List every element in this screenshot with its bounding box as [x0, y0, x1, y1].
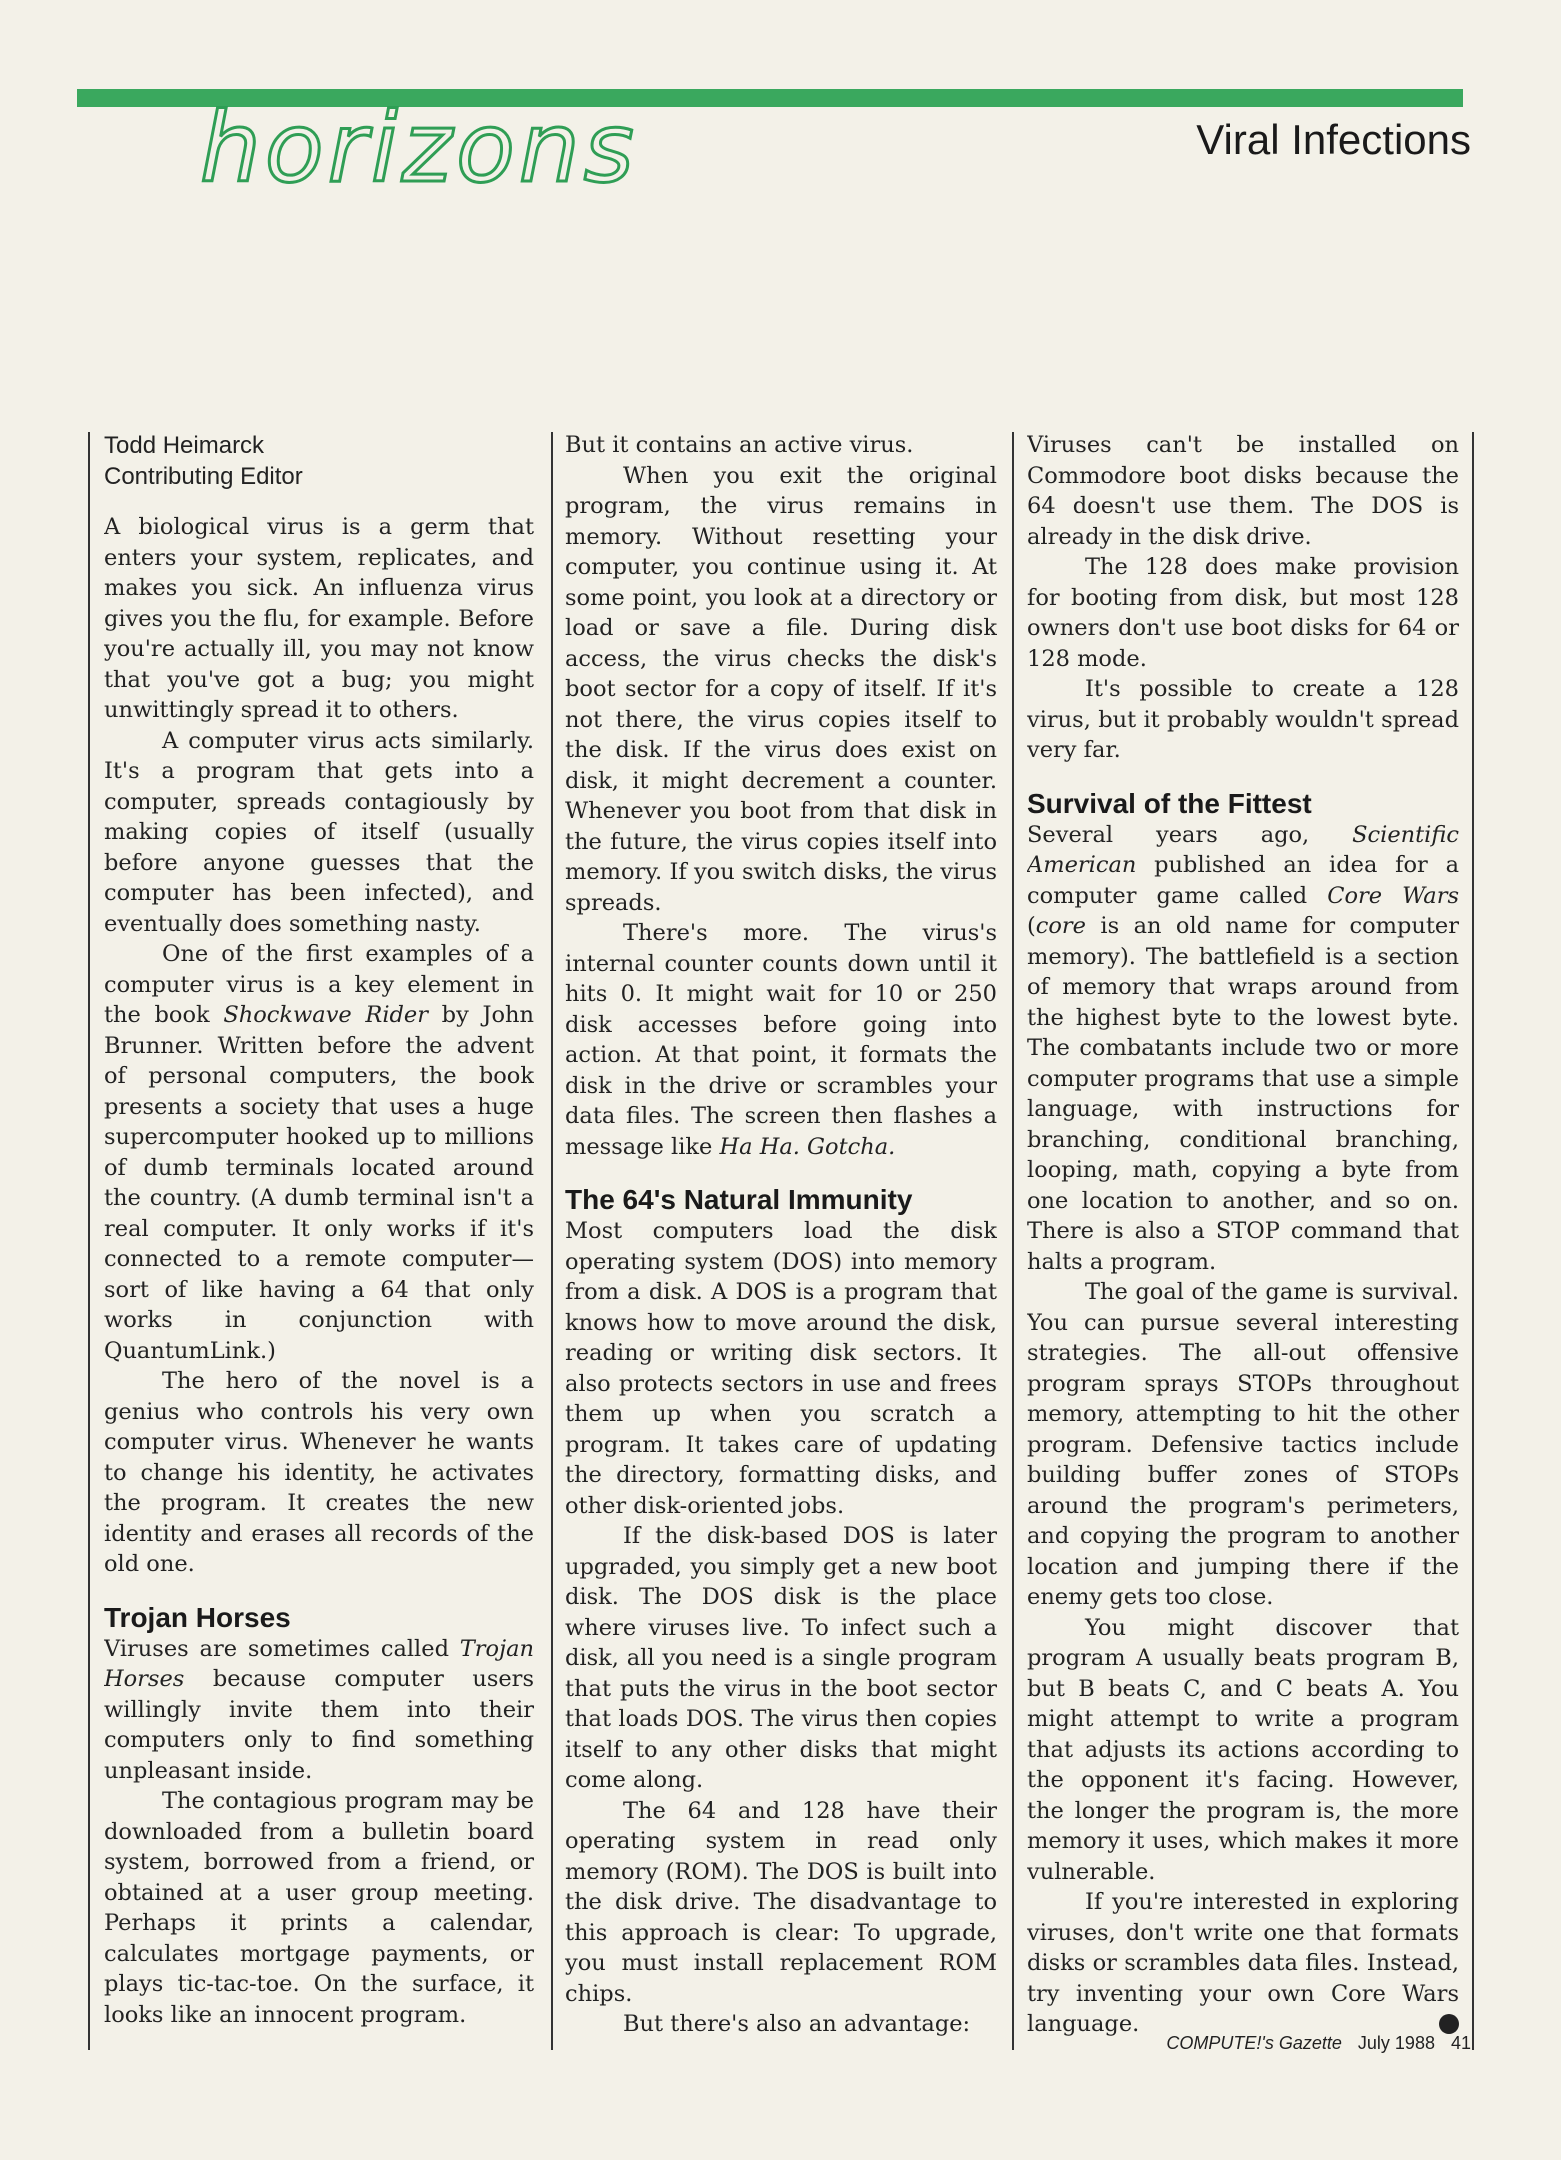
article-column-1: [104, 430, 534, 2050]
page-footer: [1166, 2033, 1471, 2054]
author-name: Todd Heimarck: [104, 432, 265, 459]
paragraph: The 128 does make provision for booting from disk, but most 128 owners don't use boot disks for 64 or 128 mode.: [1027, 554, 1459, 672]
paragraph: Viruses can't be installed on Commodore boot disks because the 64 doesn't use them. The DOS is already in the disk drive.: [1027, 432, 1459, 550]
paragraph: Several years ago, Scientific American published an idea for a computer game called Core Wars (core is an old name for computer memory). The battlefield is a section of memory that wraps around from the highest byte to the lowest byte. The combatants include two or more computer programs that use a simple language, with instructions for branching, conditional branching, looping, math, copying a byte from one location to another, and so on. There is also a STOP command that halts a program.: [1027, 821, 1459, 1275]
term-italic: core: [1035, 913, 1086, 939]
column-rule-1: [551, 432, 553, 2050]
author-role: Contributing Editor: [104, 463, 303, 490]
section-logo: horizons: [200, 92, 638, 204]
page-title: Viral Infections: [1196, 116, 1471, 163]
paragraph: When you exit the original program, the virus remains in memory. Without resetting your computer, you continue using it. At some point, you look at a directory or load or save a file. During disk access, the virus checks the disk's boot sector for a copy of itself. If it's not there, the virus copies itself to the disk. If the virus does exist on disk, it might decrement a counter. Whenever you boot from that disk in the future, the virus copies itself into memory. If you switch disks, the virus spreads.: [565, 462, 997, 916]
paragraph: Viruses are sometimes called Trojan Horses because computer users willingly invite them into their computers only to find something unpleasant inside.: [104, 1635, 534, 1784]
paragraph: A computer virus acts similarly. It's a program that gets into a computer, spreads contagiously by making copies of itself (usually before anyone guesses that the computer has been infected), and eventually does something nasty.: [104, 727, 534, 937]
paragraph: But it contains an active virus.: [565, 432, 914, 458]
byline: [104, 430, 534, 492]
paragraph: The contagious program may be downloaded from a bulletin board system, borrowed from a friend, or obtained at a user group meeting. Perhaps it prints a calendar, calculates mortgage payments, or plays tic-tac-toe. On the surface, it looks like an innocent program.: [104, 1788, 534, 2028]
article-column-3: [1027, 430, 1459, 2050]
page-number: 41: [1450, 2033, 1471, 2053]
column-rule-right: [1472, 432, 1474, 2050]
magazine-name: COMPUTE!'s Gazette: [1166, 2033, 1342, 2053]
magazine-title: Scientific American: [1027, 821, 1459, 878]
subheading-survival: Survival of the Fittest: [1027, 787, 1312, 819]
issue-date: July 1988: [1357, 2033, 1435, 2053]
paragraph: If the disk-based DOS is later upgraded, you simply get a new boot disk. The DOS disk is the place where viruses live. To infect such a disk, all you need is a single program that puts the virus in the boot sector that loads DOS. The virus then copies itself to any other disks that might come along.: [565, 1523, 997, 1793]
paragraph: The hero of the novel is a genius who controls his very own computer virus. Whenever he wants to change his identity, he activates the program. It creates the new identity and erases all records of the old one.: [104, 1368, 534, 1577]
paragraph: Most computers load the disk operating system (DOS) into memory from a disk. A DOS is a program that knows how to move around the disk, reading or writing disk sectors. It also protects sectors in use and frees them up when you scratch a program. It takes care of updating the directory, formatting disks, and other disk-oriented jobs.: [565, 1218, 997, 1519]
column-rule-2: [1012, 432, 1014, 2050]
subheading-trojan-horses: Trojan Horses: [104, 1601, 291, 1633]
paragraph: The 64 and 128 have their operating system in read only memory (ROM). The DOS is built into the disk drive. The disadvantage to this approach is clear: To upgrade, you must install replacement ROM chips.: [565, 1797, 997, 2007]
paragraph: One of the first examples of a computer virus is a key element in the book Shockwave Rider by John Brunner. Written before the advent of personal computers, the book presents a society that uses a huge supercomputer hooked up to millions of dumb terminals located around the country. (A dumb terminal isn't a real computer. It only works if it's connected to a remote computer—sort of like having a 64 that only works in conjunction with QuantumLink.): [104, 941, 534, 1364]
book-title: Shockwave Rider: [223, 1002, 428, 1028]
paragraph: The goal of the game is survival. You can pursue several interesting strategies. The all-out offensive program sprays STOPs throughout memory, attempting to hit the other program. Defensive tactics include building buffer zones of STOPs around the program's perimeters, and copying the program to another location and jumping there if the enemy gets too close.: [1027, 1279, 1459, 1610]
term-italic: Trojan Horses: [104, 1635, 534, 1692]
paragraph: A biological virus is a germ that enters your system, replicates, and makes you sick. An influenza virus gives you the flu, for example. Before you're actually ill, you may not know that you've got a bug; you might unwittingly spread it to others.: [104, 514, 534, 723]
paragraph: It's possible to create a 128 virus, but it probably wouldn't spread very far.: [1027, 676, 1459, 763]
end-of-article-icon: [1439, 2014, 1459, 2034]
paragraph: There's more. The virus's internal counter counts down until it hits 0. It might wait for 10 or 250 disk accesses before going into action. At that point, it formats the disk in the drive or scrambles your data files. The screen then flashes a message like Ha Ha. Gotcha.: [565, 920, 997, 1160]
game-title: Core Wars: [1327, 882, 1459, 909]
paragraph: But there's also an advantage:: [623, 2011, 971, 2037]
subheading-natural-immunity: The 64's Natural Immunity: [565, 1184, 913, 1215]
screen-message: Ha Ha. Gotcha.: [719, 1133, 896, 1160]
paragraph: If you're interested in exploring viruses, don't write one that formats disks or scrambles data files. Instead, try inventing your own Core Wars language.: [1027, 1889, 1459, 2037]
paragraph: You might discover that program A usually beats program B, but B beats C, and C beats A. You might attempt to write a program that adjusts its actions according to the opponent it's facing. However, the longer the program is, the more memory it uses, which makes it more vulnerable.: [1027, 1614, 1459, 1885]
article-column-2: [565, 430, 997, 2050]
column-rule-left: [88, 432, 90, 2050]
